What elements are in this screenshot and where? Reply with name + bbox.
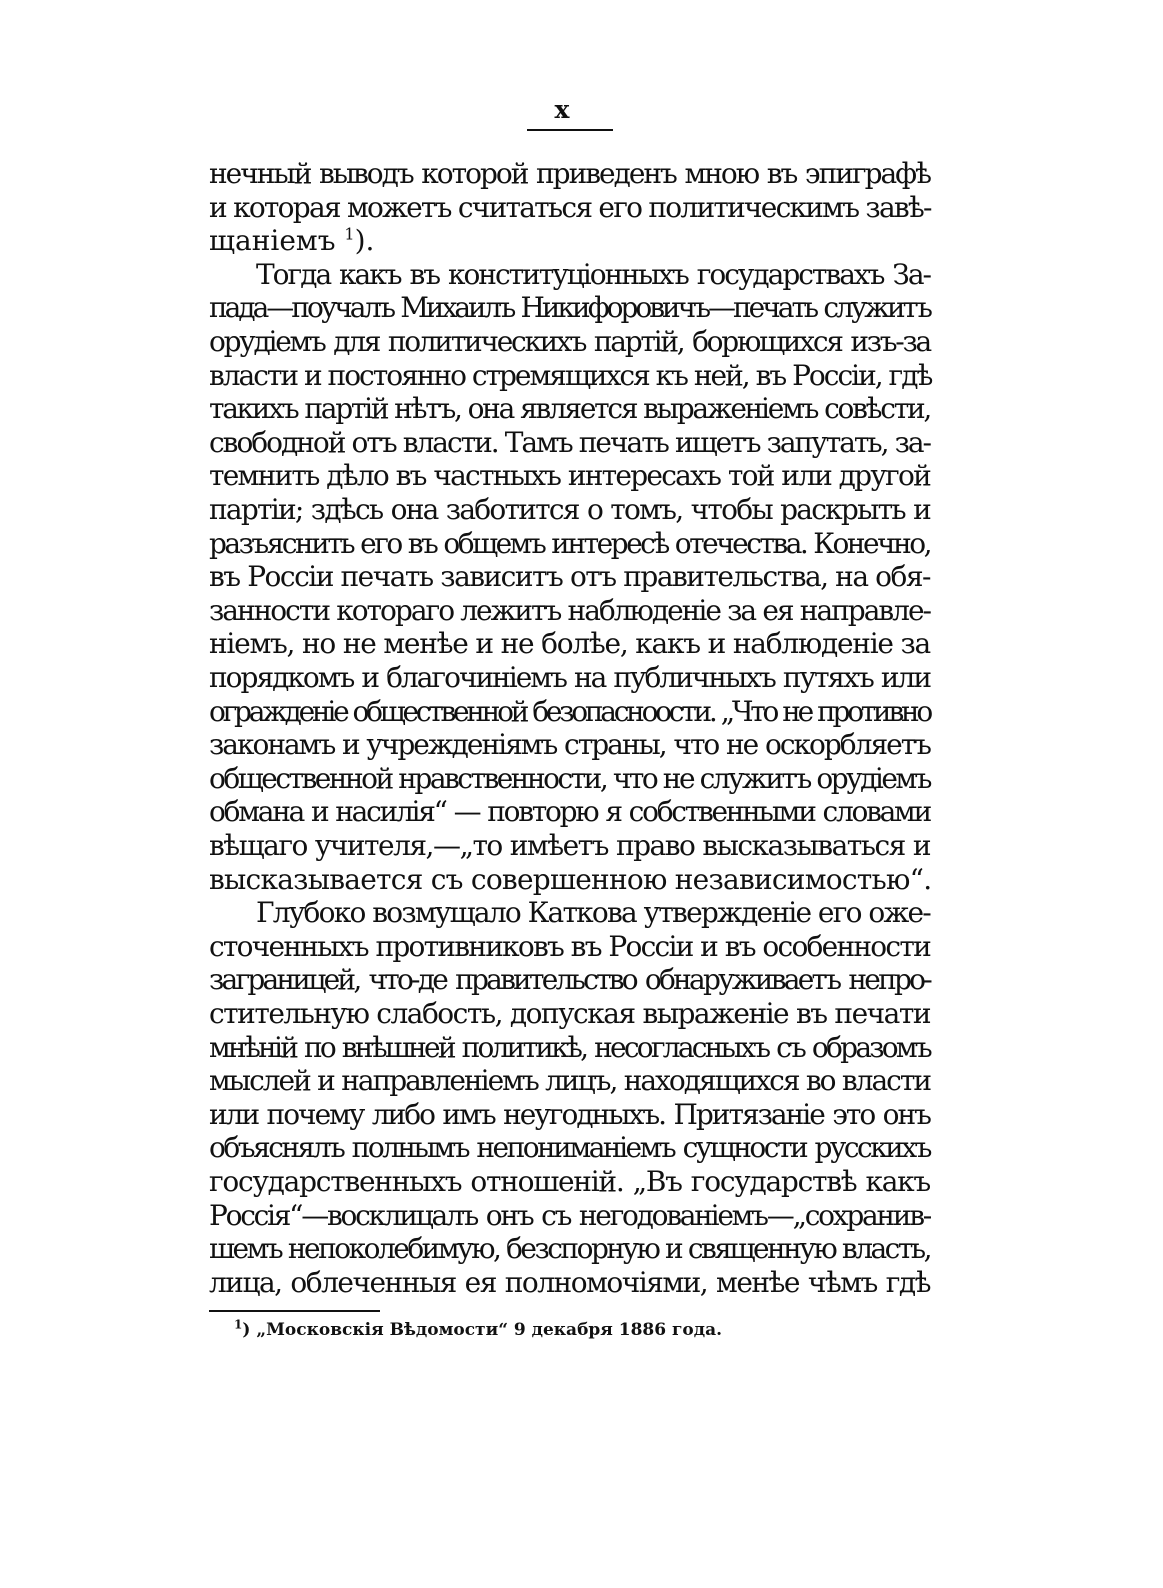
- paragraph-start: Глубоко возмущало Каткова утвержденіе его оже-: [256, 896, 930, 929]
- text-line: орудіемъ для политическихъ партій, борющихся изъ-за: [209, 325, 930, 358]
- text-line: вѣщаго учителя,—„то имѣетъ право высказываться и: [209, 829, 930, 862]
- text-line: государственныхъ отношеній. „Въ государствѣ какъ: [209, 1165, 930, 1198]
- text-line: стительную слабость, допуская выраженіе въ печати: [209, 997, 930, 1030]
- text-line: свободной отъ власти. Тамъ печать ищетъ запутать, за-: [209, 426, 930, 459]
- page-number: x: [554, 95, 570, 124]
- text-line: нечный выводъ которой приведенъ мною въ эпиграфѣ: [209, 157, 930, 190]
- text-line: общественной нравственности, что не служитъ орудіемъ: [209, 762, 930, 795]
- text-line: огражденіе общественной безопасноости. „Что не противно: [209, 695, 930, 728]
- text-line: или почему либо имъ неугодныхъ. Притязаніе это онъ: [209, 1098, 930, 1131]
- paragraph-start: Тогда какъ въ конституціонныхъ государствахъ За-: [256, 258, 930, 291]
- text-line: власти и постоянно стремящихся къ ней, въ Россіи, гдѣ: [209, 359, 932, 392]
- text-line-words: щаніемъ: [209, 224, 336, 257]
- text-line: мнѣній по внѣшней политикѣ, несогласныхъ съ образомъ: [209, 1031, 930, 1064]
- footnote-mark: 1: [234, 1317, 243, 1332]
- text-line: въ Россіи печать зависитъ отъ правительства, на обя-: [209, 560, 930, 593]
- text-line: заграницей, что-де правительство обнаруживаетъ непро-: [209, 963, 930, 996]
- text-line: такихъ партій нѣтъ, она является выраженіемъ совѣсти,: [209, 392, 930, 425]
- text-line: и которая можетъ считаться его политическимъ завѣ-: [209, 191, 931, 224]
- text-line: порядкомъ и благочиніемъ на публичныхъ путяхъ или: [209, 661, 930, 694]
- footnote-reference-tail: ).: [354, 224, 375, 257]
- text-line: разъяснить его въ общемъ интересѣ отечества. Конечно,: [209, 527, 930, 560]
- footnote-reference: 1: [344, 224, 355, 244]
- text-line: темнить дѣло въ частныхъ интересахъ той или другой: [209, 459, 930, 492]
- text-line: Россія“—восклицалъ онъ съ негодованіемъ—„сохранив-: [209, 1199, 930, 1232]
- text-line: обмана и насилія“ — повторю я собственными словами: [209, 795, 930, 828]
- text-line: мыслей и направленіемъ лицъ, находящихся во власти: [209, 1064, 930, 1097]
- text-line: ніемъ, но не менѣе и не болѣе, какъ и наблюденіе за: [209, 627, 930, 660]
- text-line: высказывается съ совершенною независимостью“.: [209, 863, 932, 896]
- text-line: пада—поучалъ Михаилъ Никифоровичъ—печать служитъ: [209, 291, 930, 324]
- footnote-rule: [209, 1310, 380, 1312]
- footnote-text: ) „Московскія Вѣдомости“ 9 декабря 1886 года.: [242, 1320, 723, 1340]
- text-line: лица, облеченныя ея полномочіями, менѣе чѣмъ гдѣ: [209, 1266, 930, 1299]
- text-line: сточенныхъ противниковъ въ Россіи и въ особенности: [209, 930, 930, 963]
- text-line: партіи; здѣсь она заботится о томъ, чтобы раскрыть и: [209, 493, 930, 526]
- text-line: шемъ непоколебимую, безспорную и священную власть,: [209, 1232, 930, 1265]
- text-line: законамъ и учрежденіямъ страны, что не оскорбляетъ: [209, 728, 930, 761]
- text-line: занности котораго лежитъ наблюденіе за ея направле-: [209, 594, 930, 627]
- text-line: объяснялъ полнымъ непониманіемъ сущности русскихъ: [209, 1131, 930, 1164]
- footnote: [234, 1318, 934, 1342]
